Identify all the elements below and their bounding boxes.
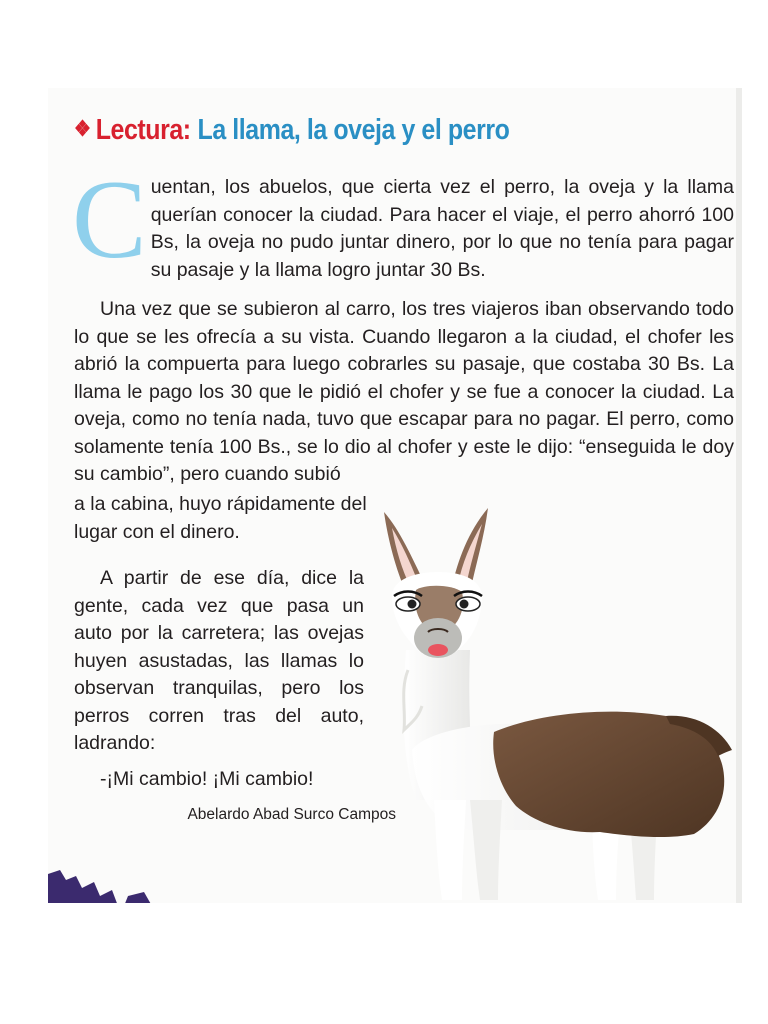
author-credit: Abelardo Abad Surco Campos (187, 806, 396, 823)
book-page (48, 88, 742, 903)
exclamation-line: -¡Mi cambio! ¡Mi cambio! (100, 768, 314, 790)
paragraph-1-text: uentan, los abuelos, que cierta vez el perro, la oveja y la llama querían conocer la ciudad. Para hacer el viaje, el perro ahorró 100 Bs, la oveja no pudo juntar dinero, por lo que no tenía para pagar su pasaje y la llama logro juntar 30 Bs. (150, 176, 734, 281)
paragraph-2-tail: a la cabina, huyo rápidamente del lugar con el dinero. (74, 493, 367, 543)
drop-cap: C (72, 158, 147, 282)
paragraph-3: A partir de ese día, dice la gente, cada vez que pasa un auto por la carretera; las ovejas huyen asustadas, las llamas lo observan tranquilas, pero los perros corren tras del auto, ladrando: (74, 567, 364, 754)
reading-title (74, 114, 509, 147)
title-name: La llama, la oveja y el perro (197, 114, 510, 146)
diamond-bullet-icon: ❖ (74, 116, 91, 141)
paragraph-2: Una vez que se subieron al carro, los tres viajeros iban observando todo lo que se les ofrecía a su vista. Cuando llegaron a la ciudad, el chofer les abrió la compuerta para luego cobrarles su pasaje, que costaba 30 Bs. La llama le pago los 30 que le pidió el chofer y se fue a conocer la ciudad. La oveja, como no tenía nada, tuvo que escapar para no pagar. El perro, como solamente tenía 100 Bs., se lo dio al chofer y este le dijo: “enseguida le doy su cambio”, pero cuando subió (74, 298, 734, 485)
title-label: Lectura: (95, 114, 191, 146)
purple-decoration (48, 866, 168, 903)
paragraph-1 (72, 158, 734, 284)
llama-illustration (366, 500, 742, 903)
